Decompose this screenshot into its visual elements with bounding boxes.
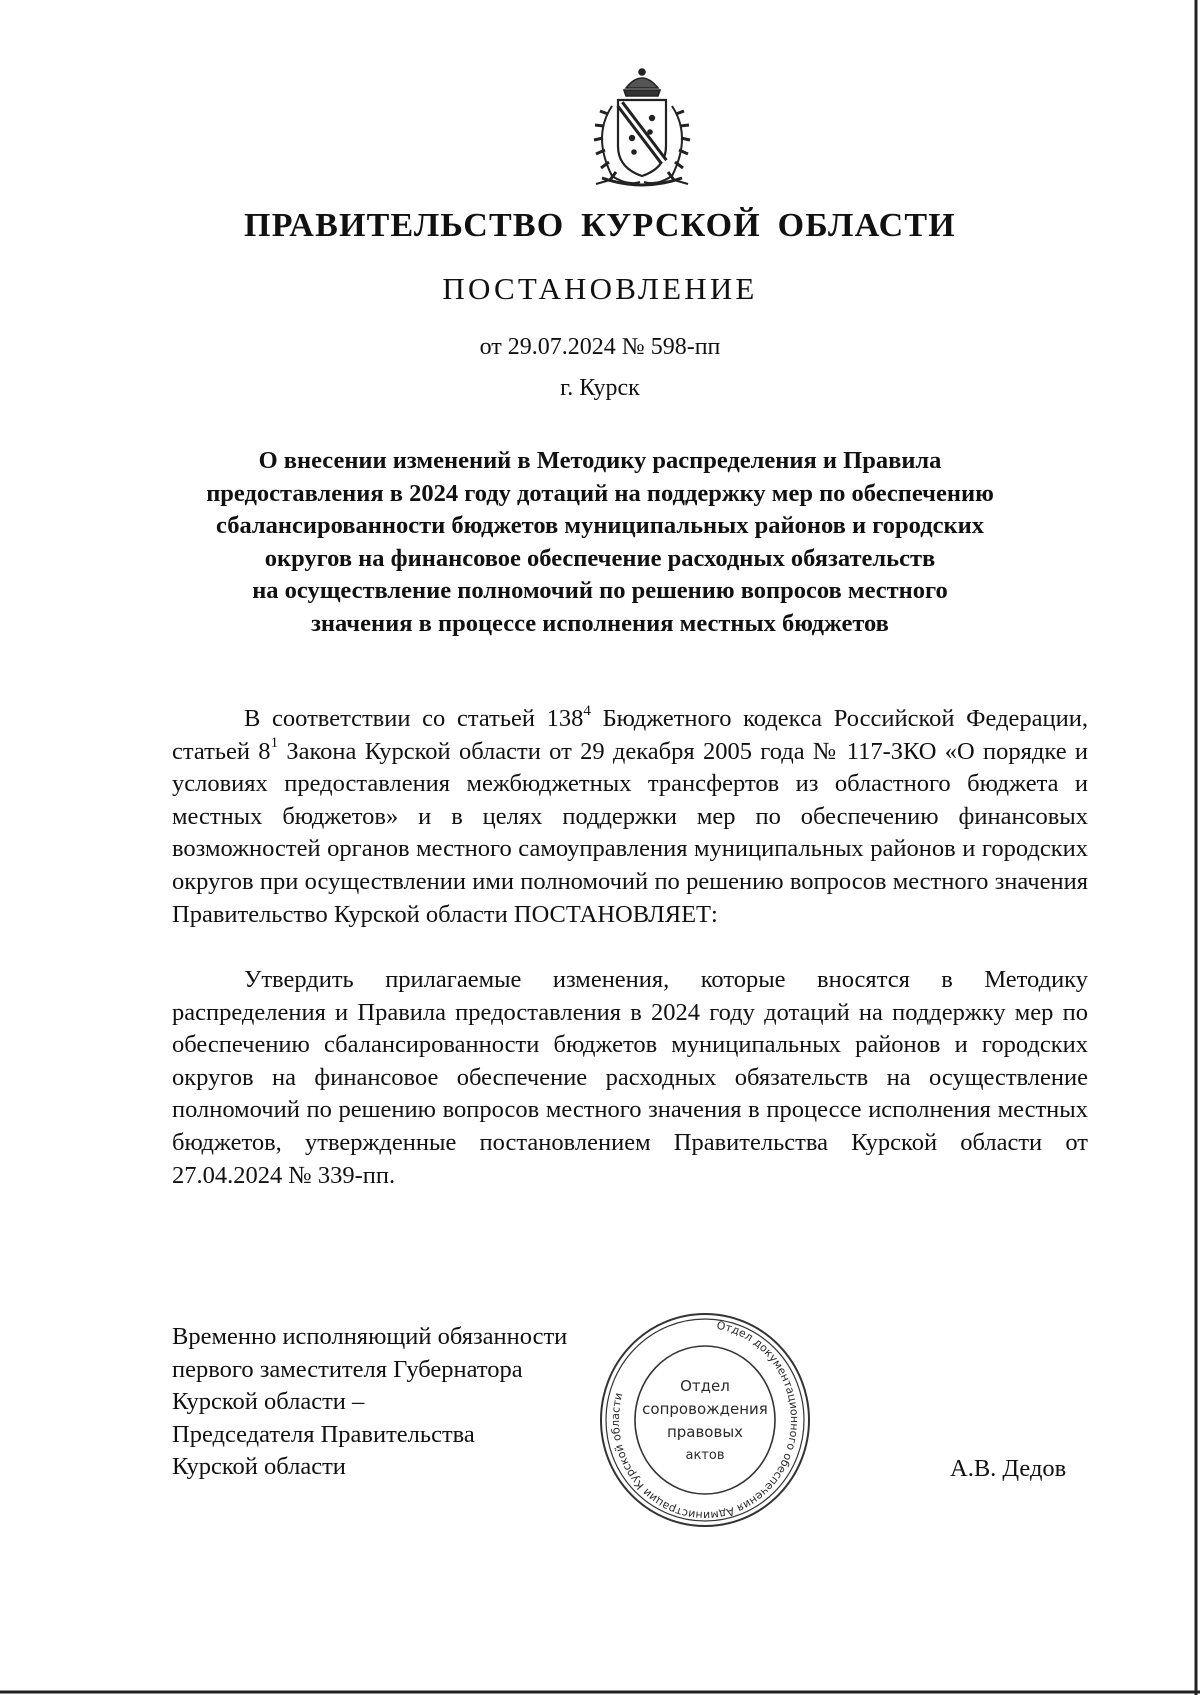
title-line: округов на финансовое обеспечение расходных обязательств (264, 544, 936, 572)
city: г. Курск (560, 375, 640, 401)
title-line: О внесении изменений в Методику распределения и Правила (258, 447, 942, 474)
position-line: Председателя Правительства (172, 1420, 475, 1448)
title-line: на осуществление полномочий по решению вопросов местного (252, 577, 948, 605)
preamble-text-1: В соответствии со статьей 138 (244, 705, 584, 732)
position-line: Курской области (172, 1453, 346, 1481)
title-line: предоставления в 2024 году дотаций на поддержку мер по обеспечению (206, 479, 994, 507)
superscript: 1 (270, 735, 279, 752)
signatory-name: А.В. Дедов (950, 1455, 1067, 1482)
government-title: ПРАВИТЕЛЬСТВО КУРСКОЙ ОБЛАСТИ (244, 207, 956, 244)
signatory-position (172, 1321, 567, 1484)
position-line: Курской области – (172, 1388, 365, 1416)
coat-of-arms-emblem (572, 66, 712, 194)
date-number: от 29.07.2024 № 598-пп (479, 334, 721, 360)
position-line: первого заместителя Губернатора (172, 1355, 523, 1383)
stamp-ring-text: Отдел документационного обеспечения Администрации Курской области (608, 1318, 801, 1523)
superscript: 4 (583, 702, 591, 719)
official-stamp (592, 1288, 818, 1528)
position-line: Временно исполняющий обязанности (172, 1323, 568, 1350)
stamp-line: актов (685, 1448, 725, 1463)
stamp-line: Отдел (680, 1377, 730, 1395)
preamble-text-2: Бюджетного кодекса Российской Федерации, статьей 8 (172, 705, 1088, 765)
document-type: ПОСТАНОВЛЕНИЕ (442, 271, 758, 306)
title-line: значения в процессе исполнения местных бюджетов (311, 609, 889, 637)
title-line: сбалансированности бюджетов муниципальных районов и городских (216, 512, 984, 540)
document-title (150, 445, 1050, 641)
resolution-paragraph: Утвердить прилагаемые изменения, которые вносятся в Методику распределения и Правила предоставления в 2024 году дотаций на поддержку мер по обеспечению сбалансированности бюджетов муниципальных районов и городских округов на финансовое обеспечение расходных обязательств на осуществление полномочий по решению вопросов местного значения в процессе исполнения местных бюджетов, утвержденные постановлением Правительства Курской области от 27.04.2024 № 339-пп. (172, 966, 1088, 1189)
stamp-line: правовых (666, 1423, 744, 1441)
stamp-line: сопровождения (642, 1400, 768, 1418)
preamble-text-3: Закона Курской области от 29 декабря 2005 года № 117-ЗКО «О порядке и условиях предоставления межбюджетных трансфертов из областного бюджета и местных бюджетов» и в целях поддержки мер по обеспечению финансовых возможностей органов местного самоуправления муниципальных районов и городских округов при осуществлении ими полномочий по решению вопросов местного значения Правительство Курской области ПОСТАНОВЛЯЕТ: (172, 737, 1088, 928)
preamble-paragraph (172, 703, 1088, 931)
